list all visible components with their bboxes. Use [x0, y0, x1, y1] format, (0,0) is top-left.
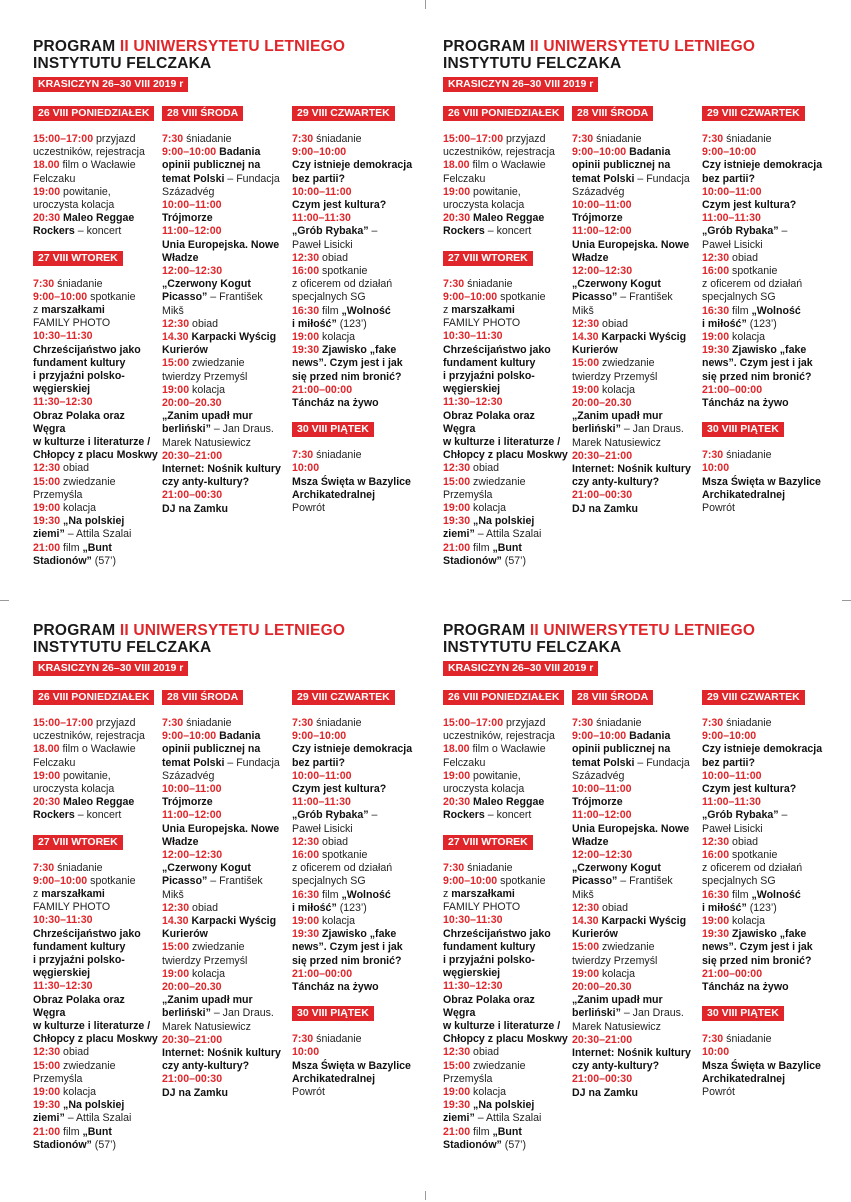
column-wednesday: 28 VIII ŚRODA 7:30 śniadanie 9:00–10:00 Badania opinii publicznej na temat Polski – Fundacja Századvég 10:00–11:00 Trójmorze 11:00–12:00 Unia Europejska. Nowe Władze 12:00–12:30 „Czerwony Kogut Picasso” – František Mikš 12:30 obiad 14.30 Karpacki Wyścig Kurierów 15:00 zwiedzanie twierdzy Przemyśl 19:00 kolacja 20:00–20.30 „Zanim upadł mur berliński” – Jan Draus. Marek Natusiewicz 20:30–21:00 Internet: Nośnik kultury czy anty-kultury? 21:00–00:30 DJ na Zamku: [572, 107, 691, 515]
column-monday-tuesday: 26 VIII PONIEDZIAŁEK 15:00–17:00 przyjazd uczestników, rejestracja 18.00 film o Wacławie Felczaku 19:00 powitanie, uroczysta kolacja 20:30 Maleo Reggae Rockers – koncert 27 VIII WTOREK 7:30 śniadanie 9:00–10:00 spotkanie z marszałkami FAMILY PHOTO 10:30–11:30 Chrześcijaństwo jako fundament kultury i przyjaźni polsko- węgierskiej 11:30–12:30 Obraz Polaka oraz Węgra w kulturze i literaturze / Chłopcy z placu Moskwy 12:30 obiad 15:00 zwiedzanie Przemyśla 19:00 kolacja 19:30 „Na polskiej ziemi” – Attila Szalai 21:00 film „Bunt Stadionów” (57’): [33, 691, 158, 1151]
day-badge-friday: 30 VIII PIĄTEK: [702, 1006, 784, 1021]
day-badge-friday: 30 VIII PIĄTEK: [292, 422, 374, 437]
day-badge-thursday: 29 VIII CZWARTEK: [702, 106, 805, 121]
location-dates-badge: KRASICZYN 26–30 VIII 2019 r: [33, 661, 188, 676]
column-wednesday: 28 VIII ŚRODA 7:30 śniadanie 9:00–10:00 Badania opinii publicznej na temat Polski – Fundacja Századvég 10:00–11:00 Trójmorze 11:00–12:00 Unia Europejska. Nowe Władze 12:00–12:30 „Czerwony Kogut Picasso” – František Mikš 12:30 obiad 14.30 Karpacki Wyścig Kurierów 15:00 zwiedzanie twierdzy Przemyśl 19:00 kolacja 20:00–20.30 „Zanim upadł mur berliński” – Jan Draus. Marek Natusiewicz 20:30–21:00 Internet: Nośnik kultury czy anty-kultury? 21:00–00:30 DJ na Zamku: [162, 107, 281, 515]
program-title: PROGRAM II UNIWERSYTETU LETNIEGO INSTYTUTU FELCZAKA: [33, 38, 346, 72]
day-badge-wednesday: 28 VIII ŚRODA: [572, 106, 653, 121]
day-badge-thursday: 29 VIII CZWARTEK: [292, 106, 395, 121]
crop-mark: [425, 0, 426, 9]
day-badge-wednesday: 28 VIII ŚRODA: [572, 690, 653, 705]
crop-mark: [0, 600, 9, 601]
column-monday-tuesday: 26 VIII PONIEDZIAŁEK 15:00–17:00 przyjazd uczestników, rejestracja 18.00 film o Wacławie Felczaku 19:00 powitanie, uroczysta kolacja 20:30 Maleo Reggae Rockers – koncert 27 VIII WTOREK 7:30 śniadanie 9:00–10:00 spotkanie z marszałkami FAMILY PHOTO 10:30–11:30 Chrześcijaństwo jako fundament kultury i przyjaźni polsko- węgierskiej 11:30–12:30 Obraz Polaka oraz Węgra w kulturze i literaturze / Chłopcy z placu Moskwy 12:30 obiad 15:00 zwiedzanie Przemyśla 19:00 kolacja 19:30 „Na polskiej ziemi” – Attila Szalai 21:00 film „Bunt Stadionów” (57’): [443, 691, 568, 1151]
column-thursday-friday: 29 VIII CZWARTEK 7:30 śniadanie 9:00–10:00 Czy istnieje demokracja bez partii? 10:00–11:00 Czym jest kultura? 11:00–11:30 „Grób Rybaka” – Paweł Lisicki 12:30 obiad 16:00 spotkanie z oficerem od działań specjalnych SG 16:30 film „Wolność i miłość” (123’) 19:00 kolacja 19:30 Zjawisko „fake news”. Czym jest i jak się przed nim bronić? 21:00–00:00 Táncház na żywo 30 VIII PIĄTEK 7:30 śniadanie 10:00 Msza Święta w Bazylice Archikatedralnej Powrót: [702, 691, 823, 1099]
location-dates-badge: KRASICZYN 26–30 VIII 2019 r: [443, 661, 598, 676]
location-dates-badge: KRASICZYN 26–30 VIII 2019 r: [443, 77, 598, 92]
day-badge-thursday: 29 VIII CZWARTEK: [702, 690, 805, 705]
day-badge-tuesday: 27 VIII WTOREK: [443, 835, 533, 850]
column-monday-tuesday: 26 VIII PONIEDZIAŁEK 15:00–17:00 przyjazd uczestników, rejestracja 18.00 film o Wacławie Felczaku 19:00 powitanie, uroczysta kolacja 20:30 Maleo Reggae Rockers – koncert 27 VIII WTOREK 7:30 śniadanie 9:00–10:00 spotkanie z marszałkami FAMILY PHOTO 10:30–11:30 Chrześcijaństwo jako fundament kultury i przyjaźni polsko- węgierskiej 11:30–12:30 Obraz Polaka oraz Węgra w kulturze i literaturze / Chłopcy z placu Moskwy 12:30 obiad 15:00 zwiedzanie Przemyśla 19:00 kolacja 19:30 „Na polskiej ziemi” – Attila Szalai 21:00 film „Bunt Stadionów” (57’): [443, 107, 568, 567]
program-title: PROGRAM II UNIWERSYTETU LETNIEGO INSTYTUTU FELCZAKA: [443, 622, 756, 656]
program-panel-bottom-right: [443, 622, 843, 1202]
day-badge-tuesday: 27 VIII WTOREK: [33, 251, 123, 266]
program-title: PROGRAM II UNIWERSYTETU LETNIEGO INSTYTUTU FELCZAKA: [443, 38, 756, 72]
program-title: PROGRAM II UNIWERSYTETU LETNIEGO INSTYTUTU FELCZAKA: [33, 622, 346, 656]
column-monday-tuesday: 26 VIII PONIEDZIAŁEK 15:00–17:00 przyjazd uczestników, rejestracja 18.00 film o Wacławie Felczaku 19:00 powitanie, uroczysta kolacja 20:30 Maleo Reggae Rockers – koncert 27 VIII WTOREK 7:30 śniadanie 9:00–10:00 spotkanie z marszałkami FAMILY PHOTO 10:30–11:30 Chrześcijaństwo jako fundament kultury i przyjaźni polsko- węgierskiej 11:30–12:30 Obraz Polaka oraz Węgra w kulturze i literaturze / Chłopcy z placu Moskwy 12:30 obiad 15:00 zwiedzanie Przemyśla 19:00 kolacja 19:30 „Na polskiej ziemi” – Attila Szalai 21:00 film „Bunt Stadionów” (57’): [33, 107, 158, 567]
day-badge-friday: 30 VIII PIĄTEK: [292, 1006, 374, 1021]
column-wednesday: 28 VIII ŚRODA 7:30 śniadanie 9:00–10:00 Badania opinii publicznej na temat Polski – Fundacja Századvég 10:00–11:00 Trójmorze 11:00–12:00 Unia Europejska. Nowe Władze 12:00–12:30 „Czerwony Kogut Picasso” – František Mikš 12:30 obiad 14.30 Karpacki Wyścig Kurierów 15:00 zwiedzanie twierdzy Przemyśl 19:00 kolacja 20:00–20.30 „Zanim upadł mur berliński” – Jan Draus. Marek Natusiewicz 20:30–21:00 Internet: Nośnik kultury czy anty-kultury? 21:00–00:30 DJ na Zamku: [572, 691, 691, 1099]
day-badge-tuesday: 27 VIII WTOREK: [443, 251, 533, 266]
location-dates-badge: KRASICZYN 26–30 VIII 2019 r: [33, 77, 188, 92]
day-badge-wednesday: 28 VIII ŚRODA: [162, 106, 243, 121]
day-badge-monday: 26 VIII PONIEDZIAŁEK: [443, 106, 564, 121]
day-badge-monday: 26 VIII PONIEDZIAŁEK: [33, 106, 154, 121]
day-badge-monday: 26 VIII PONIEDZIAŁEK: [443, 690, 564, 705]
day-badge-tuesday: 27 VIII WTOREK: [33, 835, 123, 850]
program-panel-bottom-left: [33, 622, 433, 1202]
column-thursday-friday: 29 VIII CZWARTEK 7:30 śniadanie 9:00–10:00 Czy istnieje demokracja bez partii? 10:00–11:00 Czym jest kultura? 11:00–11:30 „Grób Rybaka” – Paweł Lisicki 12:30 obiad 16:00 spotkanie z oficerem od działań specjalnych SG 16:30 film „Wolność i miłość” (123’) 19:00 kolacja 19:30 Zjawisko „fake news”. Czym jest i jak się przed nim bronić? 21:00–00:00 Táncház na żywo 30 VIII PIĄTEK 7:30 śniadanie 10:00 Msza Święta w Bazylice Archikatedralnej Powrót: [292, 107, 413, 515]
day-badge-monday: 26 VIII PONIEDZIAŁEK: [33, 690, 154, 705]
day-badge-friday: 30 VIII PIĄTEK: [702, 422, 784, 437]
crop-mark: [842, 600, 851, 601]
column-wednesday: 28 VIII ŚRODA 7:30 śniadanie 9:00–10:00 Badania opinii publicznej na temat Polski – Fundacja Századvég 10:00–11:00 Trójmorze 11:00–12:00 Unia Europejska. Nowe Władze 12:00–12:30 „Czerwony Kogut Picasso” – František Mikš 12:30 obiad 14.30 Karpacki Wyścig Kurierów 15:00 zwiedzanie twierdzy Przemyśl 19:00 kolacja 20:00–20.30 „Zanim upadł mur berliński” – Jan Draus. Marek Natusiewicz 20:30–21:00 Internet: Nośnik kultury czy anty-kultury? 21:00–00:30 DJ na Zamku: [162, 691, 281, 1099]
day-badge-thursday: 29 VIII CZWARTEK: [292, 690, 395, 705]
column-thursday-friday: 29 VIII CZWARTEK 7:30 śniadanie 9:00–10:00 Czy istnieje demokracja bez partii? 10:00–11:00 Czym jest kultura? 11:00–11:30 „Grób Rybaka” – Paweł Lisicki 12:30 obiad 16:00 spotkanie z oficerem od działań specjalnych SG 16:30 film „Wolność i miłość” (123’) 19:00 kolacja 19:30 Zjawisko „fake news”. Czym jest i jak się przed nim bronić? 21:00–00:00 Táncház na żywo 30 VIII PIĄTEK 7:30 śniadanie 10:00 Msza Święta w Bazylice Archikatedralnej Powrót: [702, 107, 823, 515]
day-badge-wednesday: 28 VIII ŚRODA: [162, 690, 243, 705]
column-thursday-friday: 29 VIII CZWARTEK 7:30 śniadanie 9:00–10:00 Czy istnieje demokracja bez partii? 10:00–11:00 Czym jest kultura? 11:00–11:30 „Grób Rybaka” – Paweł Lisicki 12:30 obiad 16:00 spotkanie z oficerem od działań specjalnych SG 16:30 film „Wolność i miłość” (123’) 19:00 kolacja 19:30 Zjawisko „fake news”. Czym jest i jak się przed nim bronić? 21:00–00:00 Táncház na żywo 30 VIII PIĄTEK 7:30 śniadanie 10:00 Msza Święta w Bazylice Archikatedralnej Powrót: [292, 691, 413, 1099]
program-panel-top-right: [443, 38, 843, 618]
program-panel-top-left: [33, 38, 433, 618]
